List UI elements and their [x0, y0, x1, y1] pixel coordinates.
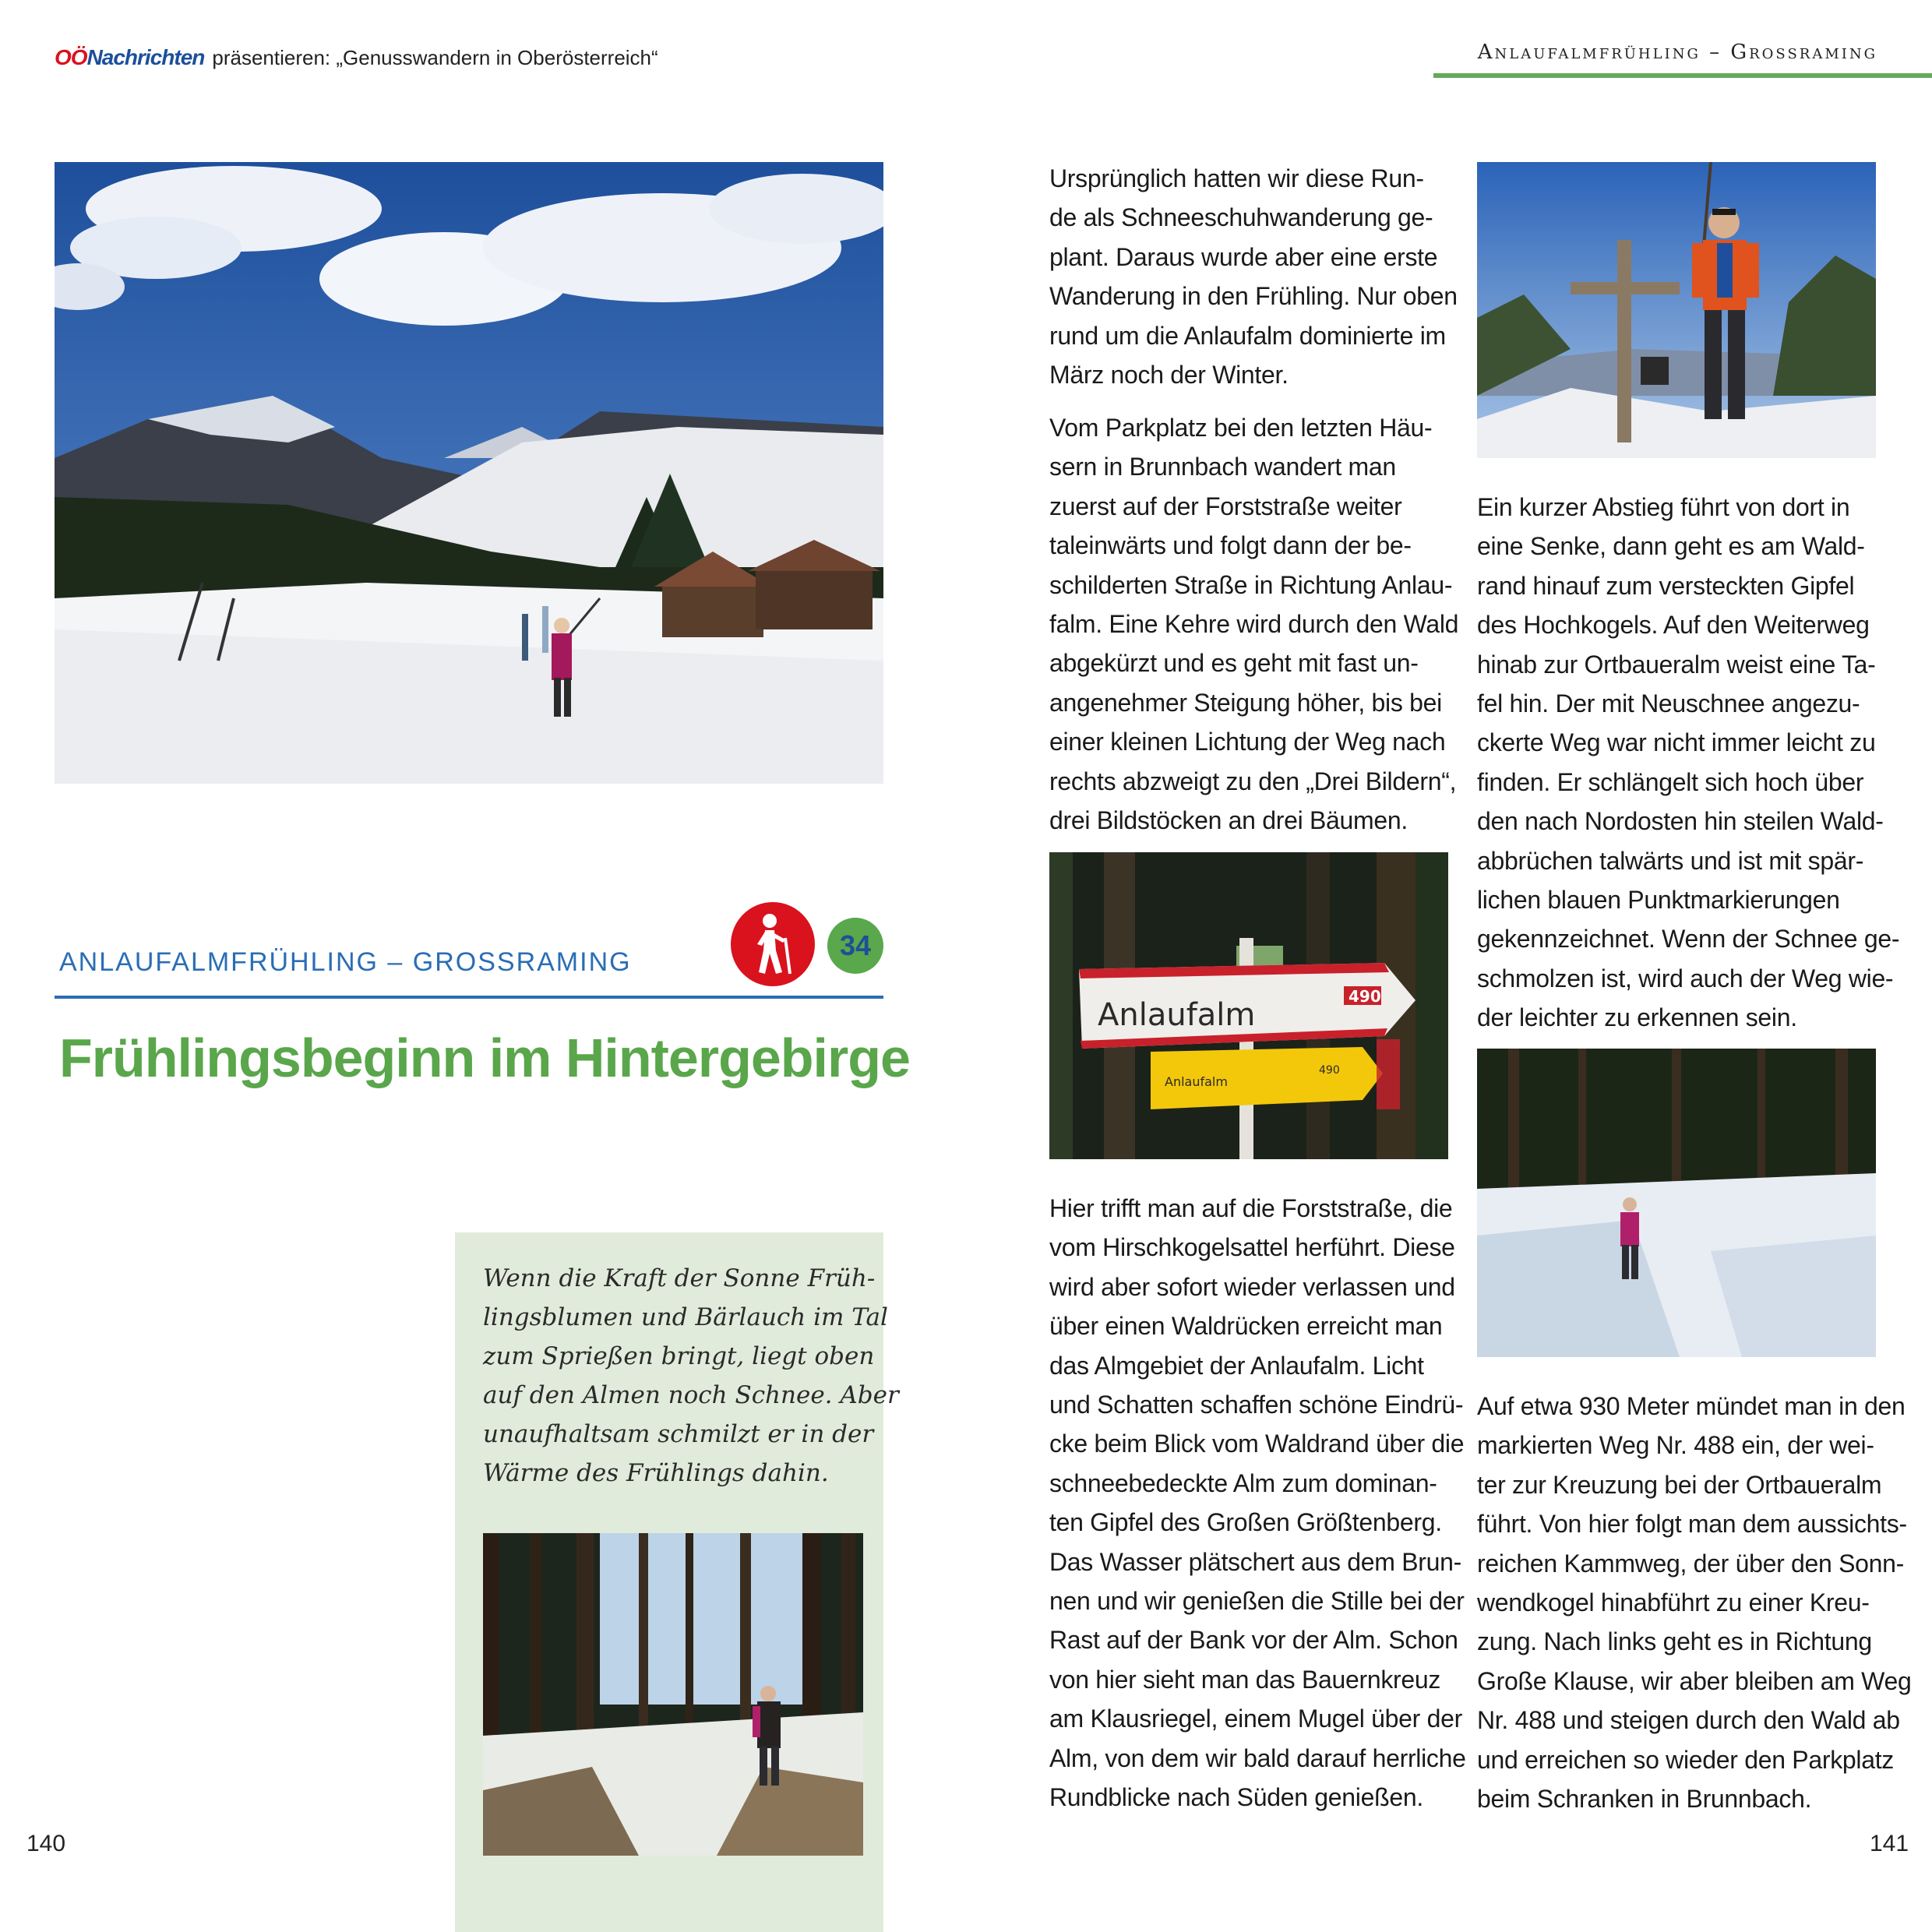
running-head: Anlaufalmfrühling – Grossraming: [1477, 41, 1877, 64]
photo-snowy-forest: [1477, 1049, 1876, 1357]
svg-text:490: 490: [1319, 1064, 1340, 1077]
col1-paragraph-1: Ursprünglich hatten wir diese Run- de als Schneeschuhwanderung ge- plant. Daraus wurde aber eine erste Wanderung in den Frühling. Nur oben rund um die Anlaufalm dominierte im März noch der Winter.: [1049, 164, 1458, 390]
photo-summit-cross: [1477, 162, 1876, 458]
col2-paragraph-2: Auf etwa 930 Meter mündet man in den markierten Weg Nr. 488 ein, der wei- ter zur Kreuzung bei der Ortbaueralm führt. Von hier folgt man dem aussichts- reichen Kammweg, der über den Sonn- wendkogel hinabführt zu einer Kreu- zung. Nach links geht es in Richtung Große Klause, wir aber bleiben am Weg Nr. 488 und steigen durch den Wald ab und erreichen so wieder den Parkplatz beim Schranken in Brunnbach.: [1477, 1392, 1912, 1814]
photo-mountain-landscape: [55, 162, 883, 784]
chapter-title: Frühlingsbeginn im Hintergebirge: [59, 1028, 910, 1088]
col1-paragraph-3: Hier trifft man auf die Forststraße, die vom Hirschkogelsattel herführt. Diese wird aber sofort wieder verlassen und über einen Waldrücken erreicht man das Almgebiet der Anlaufalm. Licht und Schatten schaffen schöne Eindrü- cke beim Blick vom Waldrand über die schneebedeckte Alm zum dominan- ten Gipfel des Großen Größtenberg. Das Wasser plätschert aus dem Brun- nen und wir genießen die Stille bei der Rast auf der Bank vor der Alm. Schon von hier sieht man das Bauernkreuz am Klausriegel, einem Mugel über der Alm, von dem wir bald darauf herrliche Rundblicke nach Süden genießen.: [1049, 1194, 1466, 1812]
route-label: ANLAUFALMFRÜHLING – GROSSRAMING: [59, 947, 632, 977]
col2-paragraph-1: Ein kurzer Abstieg führt von dort in eine Senke, dann geht es am Wald- rand hinauf zum versteckten Gipfel des Hochkogels. Auf den Weiterweg hinab zur Ortbaueralm weist eine Ta- fel hin. Der mit Neuschnee angezu- ckerte Weg war nicht immer leicht zu finden. Er schlängelt sich hoch über den nach Nordosten hin steilen Wald- abbrüchen talwärts und ist mit spär- lichen blauen Punktmarkierungen gekennzeichnet. Wenn der Schnee ge- schmolzen ist, wird auch der Weg wie- der leichter zu erkennen sein.: [1477, 493, 1900, 1032]
intro-text: Wenn die Kraft der Sonne Früh- lingsblumen und Bärlauch im Tal zum Sprießen bringt, liegt oben auf den Almen noch Schnee. Aber unaufhaltsam schmilzt er in der Wärme des Frühlings dahin.: [483, 1264, 899, 1487]
route-number-badge: 34: [827, 918, 883, 974]
photo-forest-walker: [483, 1533, 863, 1856]
svg-text:Anlaufalm: Anlaufalm: [1098, 997, 1256, 1033]
svg-text:Anlaufalm: Anlaufalm: [1165, 1074, 1228, 1089]
route-rule: [55, 996, 883, 999]
brand-logo: OÖNachrichten: [55, 45, 205, 69]
page-number-right: 141: [1870, 1831, 1909, 1856]
hiker-icon: [731, 902, 815, 986]
page-number-left: 140: [26, 1831, 66, 1856]
col1-paragraph-2: Vom Parkplatz bei den letzten Häu- sern in Brunnbach wandert man zuerst auf der Forststraße weiter taleinwärts und folgt dann der be- schilderten Straße in Richtung Anlau- falm. Eine Kehre wird durch den Wald abgekürzt und es geht mit fast un- angenehmer Steigung höher, bis bei einer kleinen Lichtung der Weg nach rechts abzweigt zu den „Drei Bildern“, drei Bildstöcken an drei Bäumen.: [1049, 414, 1459, 835]
header-subtitle: präsentieren: „Genusswandern in Oberösterreich“: [212, 46, 658, 69]
header-left: [55, 45, 658, 70]
svg-text:490: 490: [1349, 987, 1381, 1006]
photo-trail-signs: [1049, 852, 1448, 1159]
header-rule: [1433, 73, 1932, 78]
